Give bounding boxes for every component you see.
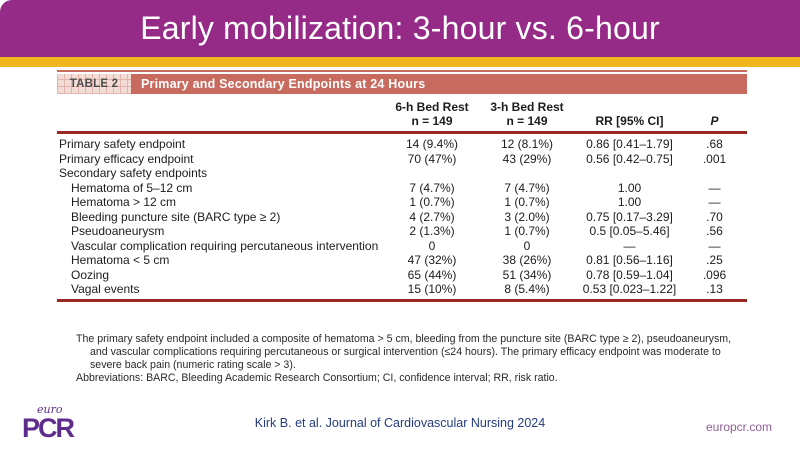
value-3h: 43 (29%)	[502, 151, 552, 166]
value-3h: 1 (0.7%)	[504, 195, 550, 210]
table-column-headers	[57, 94, 747, 131]
value-p: —	[708, 238, 721, 253]
value-3h: 7 (4.7%)	[504, 180, 550, 195]
gold-accent-band	[0, 57, 800, 67]
table-row	[57, 224, 747, 239]
table-row	[57, 253, 747, 268]
table-title: Primary and Secondary Endpoints at 24 Hours	[131, 74, 747, 94]
row-label: Secondary safety endpoints	[59, 166, 208, 181]
row-label: Vascular complication requiring percutaneous intervention	[71, 238, 379, 253]
value-p: .68	[706, 137, 723, 152]
value-rr: 1.00	[617, 180, 642, 195]
table-row	[57, 181, 747, 196]
value-6h: 0	[428, 238, 436, 253]
endpoints-table	[57, 70, 747, 302]
table-row	[57, 137, 747, 152]
value-p: —	[708, 195, 721, 210]
table-body	[57, 134, 747, 297]
column-header-6h: 6-h Bed Rest n = 149	[395, 100, 469, 128]
table-row	[57, 239, 747, 254]
value-rr: 0.56 [0.42–0.75]	[586, 151, 673, 166]
table-top-rule	[57, 70, 747, 72]
value-rr: 0.75 [0.17–3.29]	[586, 209, 673, 224]
footnote-paragraph: The primary safety endpoint included a composite of hematoma > 5 cm, bleeding from the puncture site (BARC type ≥ 2), pseudoaneurysm, and vascular complications requiring percutaneous or surgical intervention (≤24 hours). The primary efficacy endpoint was moderate to severe back pain (numeric rating scale > 3).	[76, 333, 732, 371]
value-3h: 8 (5.4%)	[504, 282, 550, 297]
row-label: Vagal events	[71, 282, 140, 297]
logo-euro-text: euro	[37, 403, 63, 416]
row-label: Hematoma of 5–12 cm	[71, 180, 193, 195]
value-p: .25	[706, 253, 723, 268]
table-bottom-rule	[57, 299, 747, 302]
value-3h: 3 (2.0%)	[504, 209, 550, 224]
value-3h: 1 (0.7%)	[504, 224, 550, 239]
value-6h: 15 (10%)	[407, 282, 457, 297]
value-3h: 12 (8.1%)	[500, 137, 554, 152]
slide-title-banner	[0, 0, 800, 57]
table-number-tag: TABLE 2	[57, 74, 131, 94]
table-row	[57, 152, 747, 167]
value-6h: 65 (44%)	[407, 267, 457, 282]
value-6h: 2 (1.3%)	[409, 224, 455, 239]
value-rr: 0.5 [0.05–5.46]	[589, 224, 670, 239]
table-title-bar	[57, 74, 747, 94]
row-label: Hematoma > 12 cm	[71, 195, 177, 210]
value-6h: 1 (0.7%)	[409, 195, 455, 210]
row-label: Hematoma < 5 cm	[71, 253, 170, 268]
value-rr: —	[623, 238, 636, 253]
table-footnotes	[76, 333, 742, 385]
value-p: .56	[706, 224, 723, 239]
value-6h: 47 (32%)	[407, 253, 457, 268]
table-row	[57, 268, 747, 283]
value-rr: 0.86 [0.41–1.79]	[586, 137, 673, 152]
column-header-p: P	[710, 114, 719, 128]
value-rr: 0.53 [0.023–1.22]	[582, 282, 677, 297]
value-rr: 0.81 [0.56–1.16]	[586, 253, 673, 268]
slide-title: Early mobilization: 3-hour vs. 6-hour	[140, 10, 660, 46]
table-row	[57, 195, 747, 210]
footnote-paragraph: Abbreviations: BARC, Bleeding Academic Research Consortium; CI, confidence interval; RR, risk ratio.	[76, 372, 558, 384]
value-p: .001	[702, 151, 727, 166]
row-label: Primary efficacy endpoint	[59, 151, 194, 166]
table-row	[57, 166, 747, 181]
row-label: Primary safety endpoint	[59, 137, 186, 152]
column-header-3h: 3-h Bed Rest n = 149	[490, 100, 564, 128]
table-row	[57, 210, 747, 225]
value-rr: 0.78 [0.59–1.04]	[586, 267, 673, 282]
value-p: .70	[706, 209, 723, 224]
value-3h: 51 (34%)	[502, 267, 552, 282]
value-p: —	[708, 180, 721, 195]
value-3h: 0	[523, 238, 531, 253]
value-p: .13	[706, 282, 723, 297]
column-header-rr: RR [95% CI]	[595, 114, 664, 128]
value-p: .096	[702, 267, 727, 282]
value-3h: 38 (26%)	[502, 253, 552, 268]
table-row	[57, 282, 747, 297]
citation-text: Kirk B. et al. Journal of Cardiovascular Nursing 2024	[254, 416, 546, 430]
value-6h: 70 (47%)	[407, 151, 457, 166]
value-6h: 4 (2.7%)	[409, 209, 455, 224]
website-text: europcr.com	[705, 420, 772, 434]
value-6h: 7 (4.7%)	[409, 180, 455, 195]
row-label: Bleeding puncture site (BARC type ≥ 2)	[71, 209, 281, 224]
row-label: Pseudoaneurysm	[71, 224, 165, 239]
value-6h: 14 (9.4%)	[405, 137, 459, 152]
row-label: Oozing	[71, 267, 110, 282]
logo-pcr-text: PCR	[22, 413, 74, 443]
value-rr: 1.00	[617, 195, 642, 210]
